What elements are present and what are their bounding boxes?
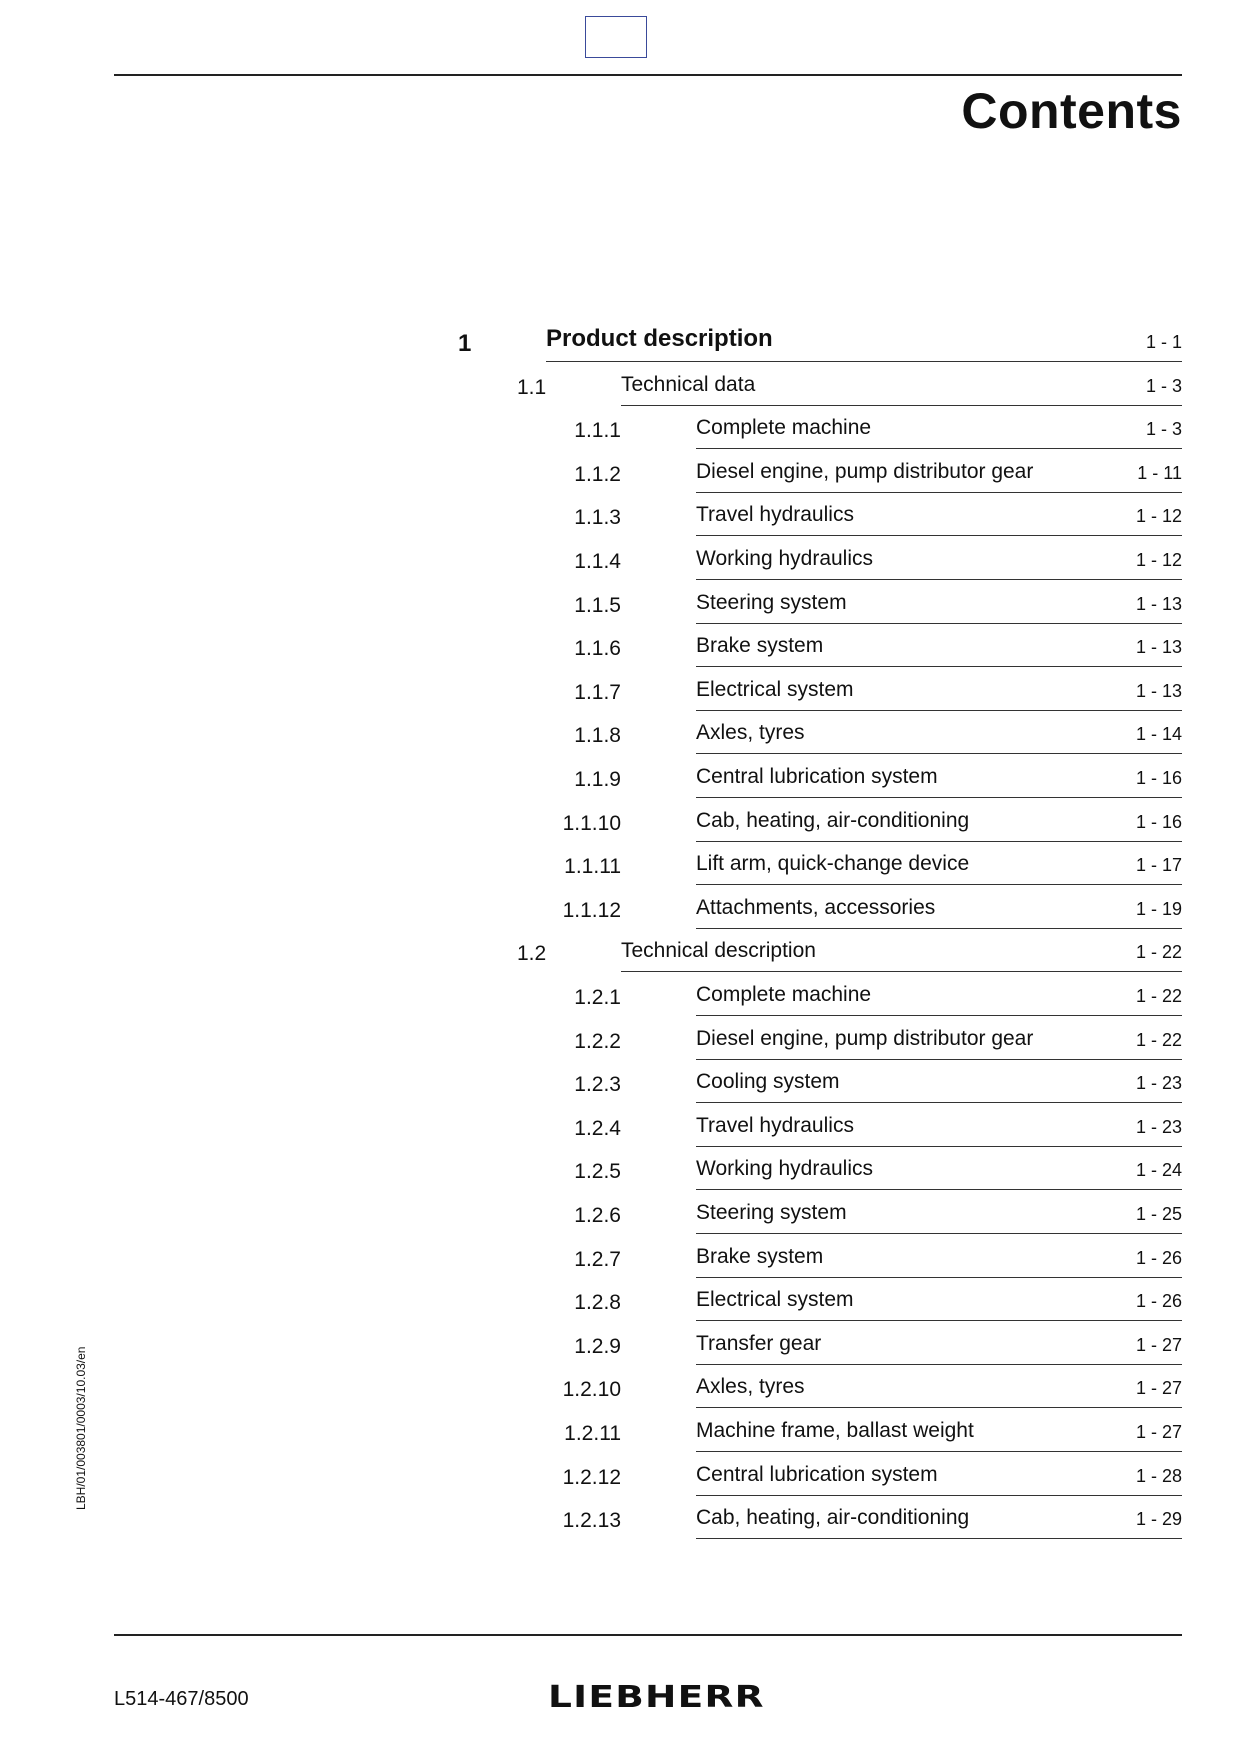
toc-section-title[interactable]: Travel hydraulics [696,1113,854,1137]
toc-section-number: 1.1.11 [564,855,621,879]
side-document-code: LBH/01/003801/0003/10.03/en [74,1346,88,1510]
toc-section-title[interactable]: Machine frame, ballast weight [696,1419,974,1442]
toc-entry-line [696,889,1182,929]
toc-section-number: 1.1.6 [574,637,621,661]
toc-section-title[interactable]: Product description [546,325,773,352]
toc-entry-line [546,322,1182,362]
toc-entry-line [696,453,1182,493]
toc-entry-line [696,1368,1182,1408]
toc-entry-line [696,1325,1182,1365]
toc-entry-line [696,1150,1182,1190]
toc-entry-line [696,1194,1182,1234]
toc-entry-line [696,1238,1182,1278]
toc-section-number: 1.1.2 [574,462,621,486]
toc-page-number: 1 - 12 [1135,506,1182,527]
toc-section-number: 1.1.4 [574,550,621,573]
toc-section-title[interactable]: Electrical system [696,677,854,701]
toc-section-number: 1 [458,330,472,357]
toc-entry-row[interactable] [0,496,1240,540]
toc-entry-line [696,1063,1182,1103]
toc-entry-line [696,1456,1182,1496]
toc-section-title[interactable]: Technical description [621,939,816,963]
toc-entry-line [696,758,1182,798]
toc-page-number: 1 - 23 [1135,1116,1182,1137]
toc-page-number: 1 - 16 [1135,768,1182,788]
toc-section-number: 1.1.5 [574,593,621,617]
toc-page-number: 1 - 28 [1135,1465,1182,1486]
toc-section-number: 1.2.2 [574,1029,621,1053]
toc-entry-line [696,1412,1182,1452]
toc-entry-line [696,802,1182,842]
document-code: L514-467/8500 [114,1688,249,1710]
toc-entry-line [696,409,1182,449]
toc-section-number: 1.1 [517,375,547,399]
toc-section-number: 1.2.1 [574,986,621,1009]
toc-entry-row[interactable] [0,1368,1240,1412]
toc-entry-row[interactable] [0,1063,1240,1107]
toc-entry-row[interactable] [0,584,1240,628]
toc-entry-row[interactable] [0,1107,1240,1151]
toc-entry-row[interactable] [0,627,1240,671]
toc-entry-line [696,627,1182,667]
toc-entry-row[interactable] [0,802,1240,846]
toc-section-title[interactable]: Central lubrication system [696,1462,938,1486]
toc-entry-line [696,845,1182,885]
toc-entry-row[interactable] [0,714,1240,758]
toc-section-title[interactable]: Steering system [696,590,847,614]
toc-section-title[interactable]: Steering system [696,1201,847,1224]
toc-section-number: 1.2.11 [564,1422,621,1445]
toc-entry-line [696,1020,1182,1060]
toc-section-number: 1.1.12 [562,898,621,922]
toc-page-number: 1 - 3 [1145,419,1182,440]
toc-entry-line [696,1107,1182,1147]
toc-page-number: 1 - 24 [1135,1160,1182,1181]
toc-entry-row[interactable] [0,1325,1240,1369]
toc-section-number: 1.2.13 [562,1509,621,1533]
toc-section-title[interactable]: Attachments, accessories [696,895,936,919]
toc-entry-row[interactable] [0,1150,1240,1194]
toc-entry-row[interactable] [0,1194,1240,1238]
toc-section-number: 1.1.8 [574,724,621,748]
toc-section-title[interactable]: Cab, heating, air-conditioning [696,808,970,832]
toc-section-number: 1.2.4 [574,1116,621,1140]
toc-page-number: 1 - 29 [1135,1509,1182,1530]
toc-page-number: 1 - 17 [1135,855,1182,876]
toc-entry-line [696,1499,1182,1539]
toc-entry-row[interactable] [0,453,1240,497]
toc-section-number: 1.2.5 [574,1160,621,1184]
toc-entry-row[interactable] [0,671,1240,715]
toc-entry-row[interactable] [0,1238,1240,1282]
liebherr-logo: LIEBHERR [548,1680,765,1715]
toc-section-number: 1.2 [517,942,547,966]
toc-section-number: 1.1.1 [574,419,621,443]
toc-page-number: 1 - 27 [1135,1378,1182,1399]
toc-section-title[interactable]: Cab, heating, air-conditioning [696,1506,970,1530]
toc-section-title[interactable]: Travel hydraulics [696,503,854,527]
toc-entry-row[interactable] [0,1412,1240,1456]
toc-section-title[interactable]: Diesel engine, pump distributor gear [696,1026,1034,1050]
toc-section-title[interactable]: Working hydraulics [696,547,874,570]
toc-entry-row[interactable] [0,932,1240,976]
toc-page-number: 1 - 22 [1135,1029,1182,1050]
toc-entry-row[interactable] [0,758,1240,802]
toc-section-title[interactable]: Brake system [696,634,824,658]
toc-entry-row[interactable] [0,540,1240,584]
toc-page-number: 1 - 13 [1135,680,1182,701]
toc-section-number: 1.2.8 [574,1291,621,1315]
toc-entry-line [621,366,1182,406]
toc-section-number: 1.1.9 [574,768,621,791]
toc-entry-row[interactable] [0,1456,1240,1500]
toc-section-title[interactable]: Lift arm, quick-change device [696,852,970,876]
toc-entry-row[interactable] [0,845,1240,889]
toc-section-number: 1.2.9 [574,1334,621,1358]
toc-entry-row[interactable] [0,1281,1240,1325]
toc-entry-line [621,932,1182,972]
toc-section-number: 1.1.10 [562,811,621,835]
toc-section-title[interactable]: Axles, tyres [696,1375,805,1399]
toc-page-number: 1 - 26 [1135,1291,1182,1312]
toc-section-title[interactable]: Complete machine [696,416,872,440]
toc-entry-row[interactable] [0,1499,1240,1543]
toc-section-title[interactable]: Complete machine [696,983,872,1006]
toc-section-title[interactable]: Technical data [621,372,756,396]
toc-section-title[interactable]: Axles, tyres [696,721,805,745]
toc-page-number: 1 - 23 [1135,1073,1182,1094]
toc-page-number: 1 - 3 [1145,375,1182,396]
toc-page-number: 1 - 19 [1135,898,1182,919]
toc-page-number: 1 - 22 [1135,986,1182,1006]
toc-entry-row[interactable] [0,322,1240,366]
toc-section-number: 1.1.7 [574,680,621,704]
toc-section-title[interactable]: Electrical system [696,1288,854,1312]
toc-page-number: 1 - 12 [1135,550,1182,570]
page-marker-box [585,16,647,58]
toc-page-number: 1 - 14 [1135,724,1182,745]
toc-section-number: 1.2.3 [574,1073,621,1097]
toc-section-number: 1.2.10 [562,1378,621,1402]
toc-entry-row[interactable] [0,409,1240,453]
toc-section-title[interactable]: Working hydraulics [696,1157,874,1181]
toc-entry-line [696,714,1182,754]
header-rule [114,74,1182,76]
toc-entry-row[interactable] [0,976,1240,1020]
toc-page-number: 1 - 13 [1135,593,1182,614]
toc-entry-row[interactable] [0,366,1240,410]
toc-entry-line [696,540,1182,580]
toc-section-number: 1.2.7 [574,1247,621,1271]
toc-page-number: 1 - 11 [1137,462,1182,483]
toc-page-number: 1 - 22 [1135,942,1182,963]
toc-page-number: 1 - 16 [1135,811,1182,832]
page-title: Contents [961,83,1182,139]
toc-page-number: 1 - 1 [1145,332,1182,352]
toc-entry-line [696,671,1182,711]
toc-section-title[interactable]: Cooling system [696,1070,840,1094]
toc-page-number: 1 - 27 [1135,1422,1182,1442]
toc-page-number: 1 - 26 [1135,1247,1182,1268]
toc-entry-row[interactable] [0,889,1240,933]
toc-section-number: 1.2.12 [562,1465,621,1489]
toc-entry-line [696,584,1182,624]
footer-rule [114,1634,1182,1636]
toc-section-title[interactable]: Brake system [696,1244,824,1268]
toc-section-title[interactable]: Diesel engine, pump distributor gear [696,459,1034,483]
toc-entry-line [696,496,1182,536]
toc-entry-line [696,1281,1182,1321]
toc-page-number: 1 - 25 [1135,1204,1182,1224]
toc-section-title[interactable]: Central lubrication system [696,765,938,788]
toc-section-title[interactable]: Transfer gear [696,1331,822,1355]
toc-section-number: 1.1.3 [574,506,621,530]
toc-page-number: 1 - 27 [1135,1334,1182,1355]
toc-section-number: 1.2.6 [574,1204,621,1227]
toc-entry-line [696,976,1182,1016]
toc-entry-row[interactable] [0,1020,1240,1064]
toc-page-number: 1 - 13 [1135,637,1182,658]
